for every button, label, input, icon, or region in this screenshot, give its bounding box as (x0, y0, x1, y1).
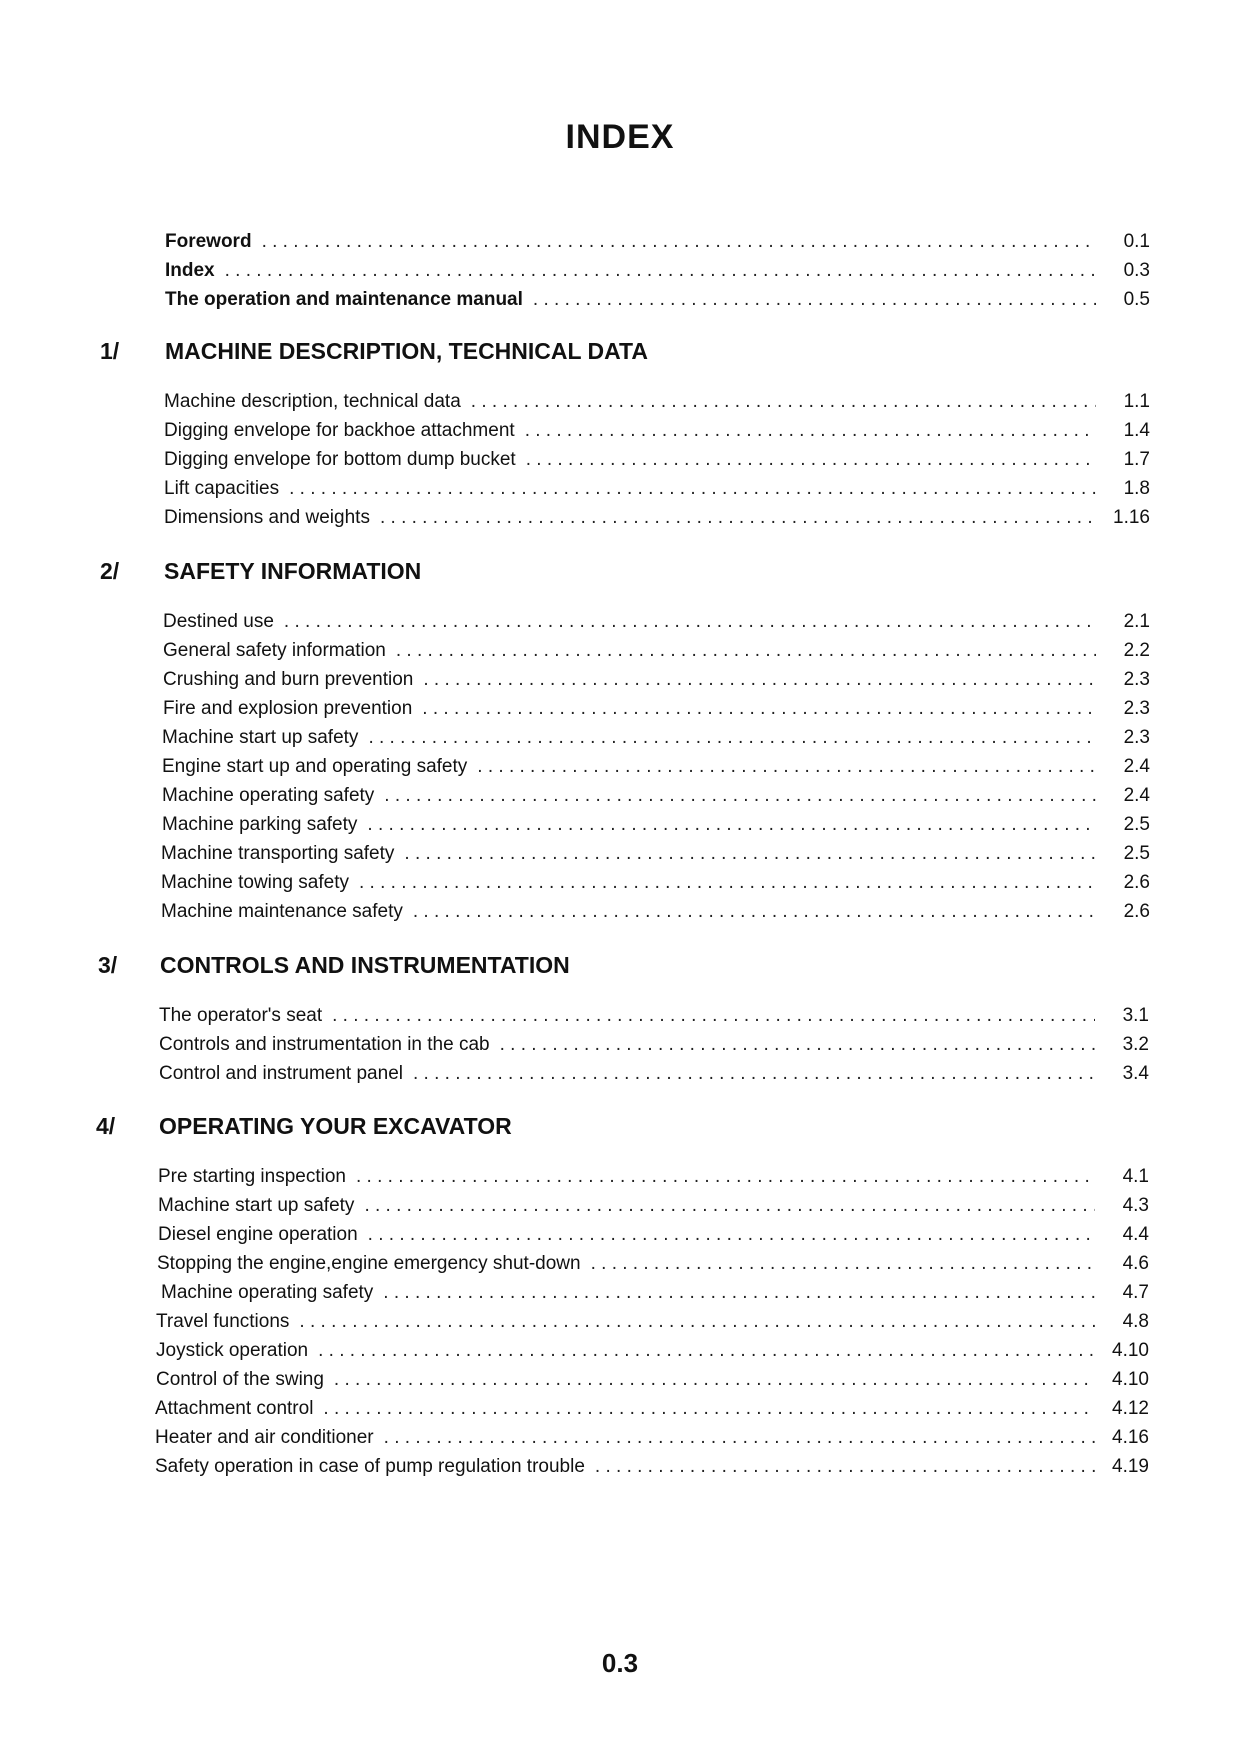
toc-entry-page: 4.16 (1112, 1427, 1149, 1448)
dot-leader (368, 1221, 1095, 1249)
toc-entry[interactable] (162, 753, 1150, 781)
toc-entry-label: Crushing and burn prevention (163, 669, 414, 690)
toc-entry-page: 0.1 (1123, 231, 1150, 252)
toc-entry-page: 2.3 (1123, 669, 1150, 690)
toc-entry-page: 3.2 (1122, 1034, 1149, 1055)
dot-leader (356, 1163, 1095, 1191)
toc-entry-label: General safety information (163, 640, 386, 661)
toc-entry-label: Controls and instrumentation in the cab (159, 1034, 490, 1055)
toc-entry-label: Attachment control (155, 1398, 314, 1419)
section-number: 2/ (100, 558, 120, 584)
toc-entry-label: Machine start up safety (162, 727, 359, 748)
dot-leader (423, 666, 1096, 694)
toc-entry[interactable] (156, 1308, 1149, 1336)
toc-entry-label: Pre starting inspection (158, 1166, 346, 1187)
dot-leader (284, 608, 1096, 636)
toc-entry-page: 4.1 (1122, 1166, 1149, 1187)
toc-entry-page: 2.5 (1123, 814, 1150, 835)
toc-entry-page: 4.7 (1122, 1282, 1149, 1303)
toc-entry-label: Heater and air conditioner (155, 1427, 374, 1448)
toc-entry[interactable] (164, 388, 1150, 416)
page-number: 0.3 (601, 1648, 639, 1678)
dot-leader (525, 417, 1096, 445)
dot-leader (318, 1337, 1095, 1365)
toc-entry-page: 2.3 (1123, 727, 1150, 748)
dot-leader (367, 811, 1096, 839)
toc-entry[interactable] (155, 1424, 1149, 1452)
dot-leader (477, 753, 1096, 781)
toc-entry-label: Machine parking safety (162, 814, 358, 835)
toc-entry[interactable] (158, 1192, 1149, 1220)
dot-leader (334, 1366, 1095, 1394)
toc-entry-page: 2.6 (1123, 872, 1150, 893)
toc-entry-page: 4.4 (1122, 1224, 1149, 1245)
section-number: 1/ (100, 338, 120, 364)
toc-entry-label: Stopping the engine,engine emergency shut-down (157, 1253, 581, 1274)
toc-entry-page: 3.1 (1122, 1005, 1149, 1026)
toc-entry-page: 4.10 (1112, 1369, 1149, 1390)
dot-leader (413, 898, 1096, 926)
toc-entry-label: Machine start up safety (158, 1195, 355, 1216)
toc-entry[interactable] (158, 1163, 1149, 1191)
dot-leader (384, 1424, 1095, 1452)
toc-entry[interactable] (161, 898, 1150, 926)
toc-entry[interactable] (161, 840, 1150, 868)
toc-entry[interactable] (161, 1279, 1149, 1307)
toc-entry-page: 1.7 (1123, 449, 1150, 470)
toc-entry-page: 4.6 (1122, 1253, 1149, 1274)
section-number: 3/ (98, 952, 118, 978)
toc-entry[interactable] (158, 1221, 1149, 1249)
dot-leader (299, 1308, 1095, 1336)
page-title: INDEX (565, 118, 675, 156)
toc-entry[interactable] (164, 475, 1150, 503)
dot-leader (383, 1279, 1095, 1307)
toc-entry-page: 1.4 (1123, 420, 1150, 441)
dot-leader (591, 1250, 1095, 1278)
dot-leader (323, 1395, 1095, 1423)
toc-entry-label: The operation and maintenance manual (165, 289, 523, 310)
toc-entry[interactable] (162, 811, 1150, 839)
section-title: MACHINE DESCRIPTION, TECHNICAL DATA (165, 338, 648, 364)
toc-entry[interactable] (161, 869, 1150, 897)
toc-entry[interactable] (162, 724, 1150, 752)
toc-entry[interactable] (155, 1453, 1149, 1481)
toc-entry[interactable] (165, 228, 1150, 256)
toc-entry-page: 2.5 (1123, 843, 1150, 864)
toc-entry[interactable] (159, 1060, 1149, 1088)
toc-entry-label: Joystick operation (156, 1340, 309, 1361)
dot-leader (225, 257, 1096, 285)
toc-entry[interactable] (159, 1002, 1149, 1030)
dot-leader (332, 1002, 1095, 1030)
toc-entry[interactable] (163, 608, 1150, 636)
dot-leader (368, 724, 1096, 752)
section-heading-1[interactable] (100, 336, 1140, 366)
toc-entry[interactable] (156, 1337, 1149, 1365)
dot-leader (262, 228, 1096, 256)
toc-entry-page: 4.10 (1112, 1340, 1149, 1361)
toc-entry-label: Control and instrument panel (159, 1063, 403, 1084)
toc-entry[interactable] (164, 417, 1150, 445)
toc-entry[interactable] (163, 695, 1150, 723)
dot-leader (413, 1060, 1095, 1088)
dot-leader (380, 504, 1096, 532)
toc-entry-label: Machine description, technical data (164, 391, 461, 412)
dot-leader (359, 869, 1096, 897)
toc-entry-label: Foreword (165, 231, 252, 252)
toc-entry[interactable] (165, 257, 1150, 285)
toc-entry[interactable] (157, 1250, 1149, 1278)
toc-entry[interactable] (162, 782, 1150, 810)
toc-entry-page: 2.4 (1123, 756, 1150, 777)
toc-entry-page: 2.1 (1123, 611, 1150, 632)
toc-entry-label: Machine transporting safety (161, 843, 395, 864)
section-title: OPERATING YOUR EXCAVATOR (159, 1113, 512, 1139)
toc-entry-label: The operator's seat (159, 1005, 323, 1026)
toc-entry-page: 2.3 (1123, 698, 1150, 719)
toc-entry[interactable] (164, 446, 1150, 474)
toc-entry-label: Destined use (163, 611, 274, 632)
dot-leader (471, 388, 1096, 416)
section-heading-4[interactable] (96, 1111, 1140, 1141)
toc-entry-label: Digging envelope for bottom dump bucket (164, 449, 516, 470)
toc-entry-label: Engine start up and operating safety (162, 756, 468, 777)
section-number: 4/ (96, 1113, 116, 1139)
toc-entry-label: Travel functions (156, 1311, 290, 1332)
toc-entry-label: Control of the swing (156, 1369, 324, 1390)
section-title: CONTROLS AND INSTRUMENTATION (160, 952, 570, 978)
dot-leader (422, 695, 1096, 723)
toc-entry-page: 3.4 (1122, 1063, 1149, 1084)
toc-entry-label: Dimensions and weights (164, 507, 370, 528)
toc-entry-label: Machine maintenance safety (161, 901, 403, 922)
section-heading-3[interactable] (98, 950, 1140, 980)
dot-leader (404, 840, 1096, 868)
section-title: SAFETY INFORMATION (164, 558, 422, 584)
toc-entry-page: 4.12 (1112, 1398, 1149, 1419)
toc-entry-page: 1.1 (1123, 391, 1150, 412)
toc-entry-page: 2.2 (1123, 640, 1150, 661)
toc-entry[interactable] (155, 1395, 1149, 1423)
toc-entry-label: Diesel engine operation (158, 1224, 358, 1245)
toc-entry[interactable] (163, 666, 1150, 694)
dot-leader (533, 286, 1096, 314)
section-heading-2[interactable] (100, 556, 1140, 586)
toc-entry[interactable] (156, 1366, 1149, 1394)
dot-leader (364, 1192, 1095, 1220)
toc-entry-label: Digging envelope for backhoe attachment (164, 420, 515, 441)
toc-entry-page: 4.8 (1122, 1311, 1149, 1332)
toc-entry-label: Machine towing safety (161, 872, 349, 893)
dot-leader (500, 1031, 1095, 1059)
toc-entry-page: 2.4 (1123, 785, 1150, 806)
toc-entry-page: 0.5 (1123, 289, 1150, 310)
dot-leader (526, 446, 1096, 474)
dot-leader (289, 475, 1096, 503)
toc-entry-label: Safety operation in case of pump regulation trouble (155, 1456, 585, 1477)
dot-leader (384, 782, 1096, 810)
toc-entry-page: 0.3 (1123, 260, 1150, 281)
toc-entry[interactable] (165, 286, 1150, 314)
toc-entry-label: Machine operating safety (162, 785, 375, 806)
toc-entry-label: Index (165, 260, 215, 281)
dot-leader (595, 1453, 1095, 1481)
toc-entry-page: 2.6 (1123, 901, 1150, 922)
toc-entry-page: 1.16 (1113, 507, 1150, 528)
toc-entry[interactable] (159, 1031, 1149, 1059)
toc-entry-page: 1.8 (1123, 478, 1150, 499)
toc-entry[interactable] (164, 504, 1150, 532)
toc-entry-page: 4.19 (1112, 1456, 1149, 1477)
dot-leader (396, 637, 1096, 665)
toc-entry[interactable] (163, 637, 1150, 665)
toc-entry-label: Lift capacities (164, 478, 280, 499)
toc-entry-page: 4.3 (1122, 1195, 1149, 1216)
toc-entry-label: Fire and explosion prevention (163, 698, 413, 719)
toc-entry-label: Machine operating safety (161, 1282, 374, 1303)
